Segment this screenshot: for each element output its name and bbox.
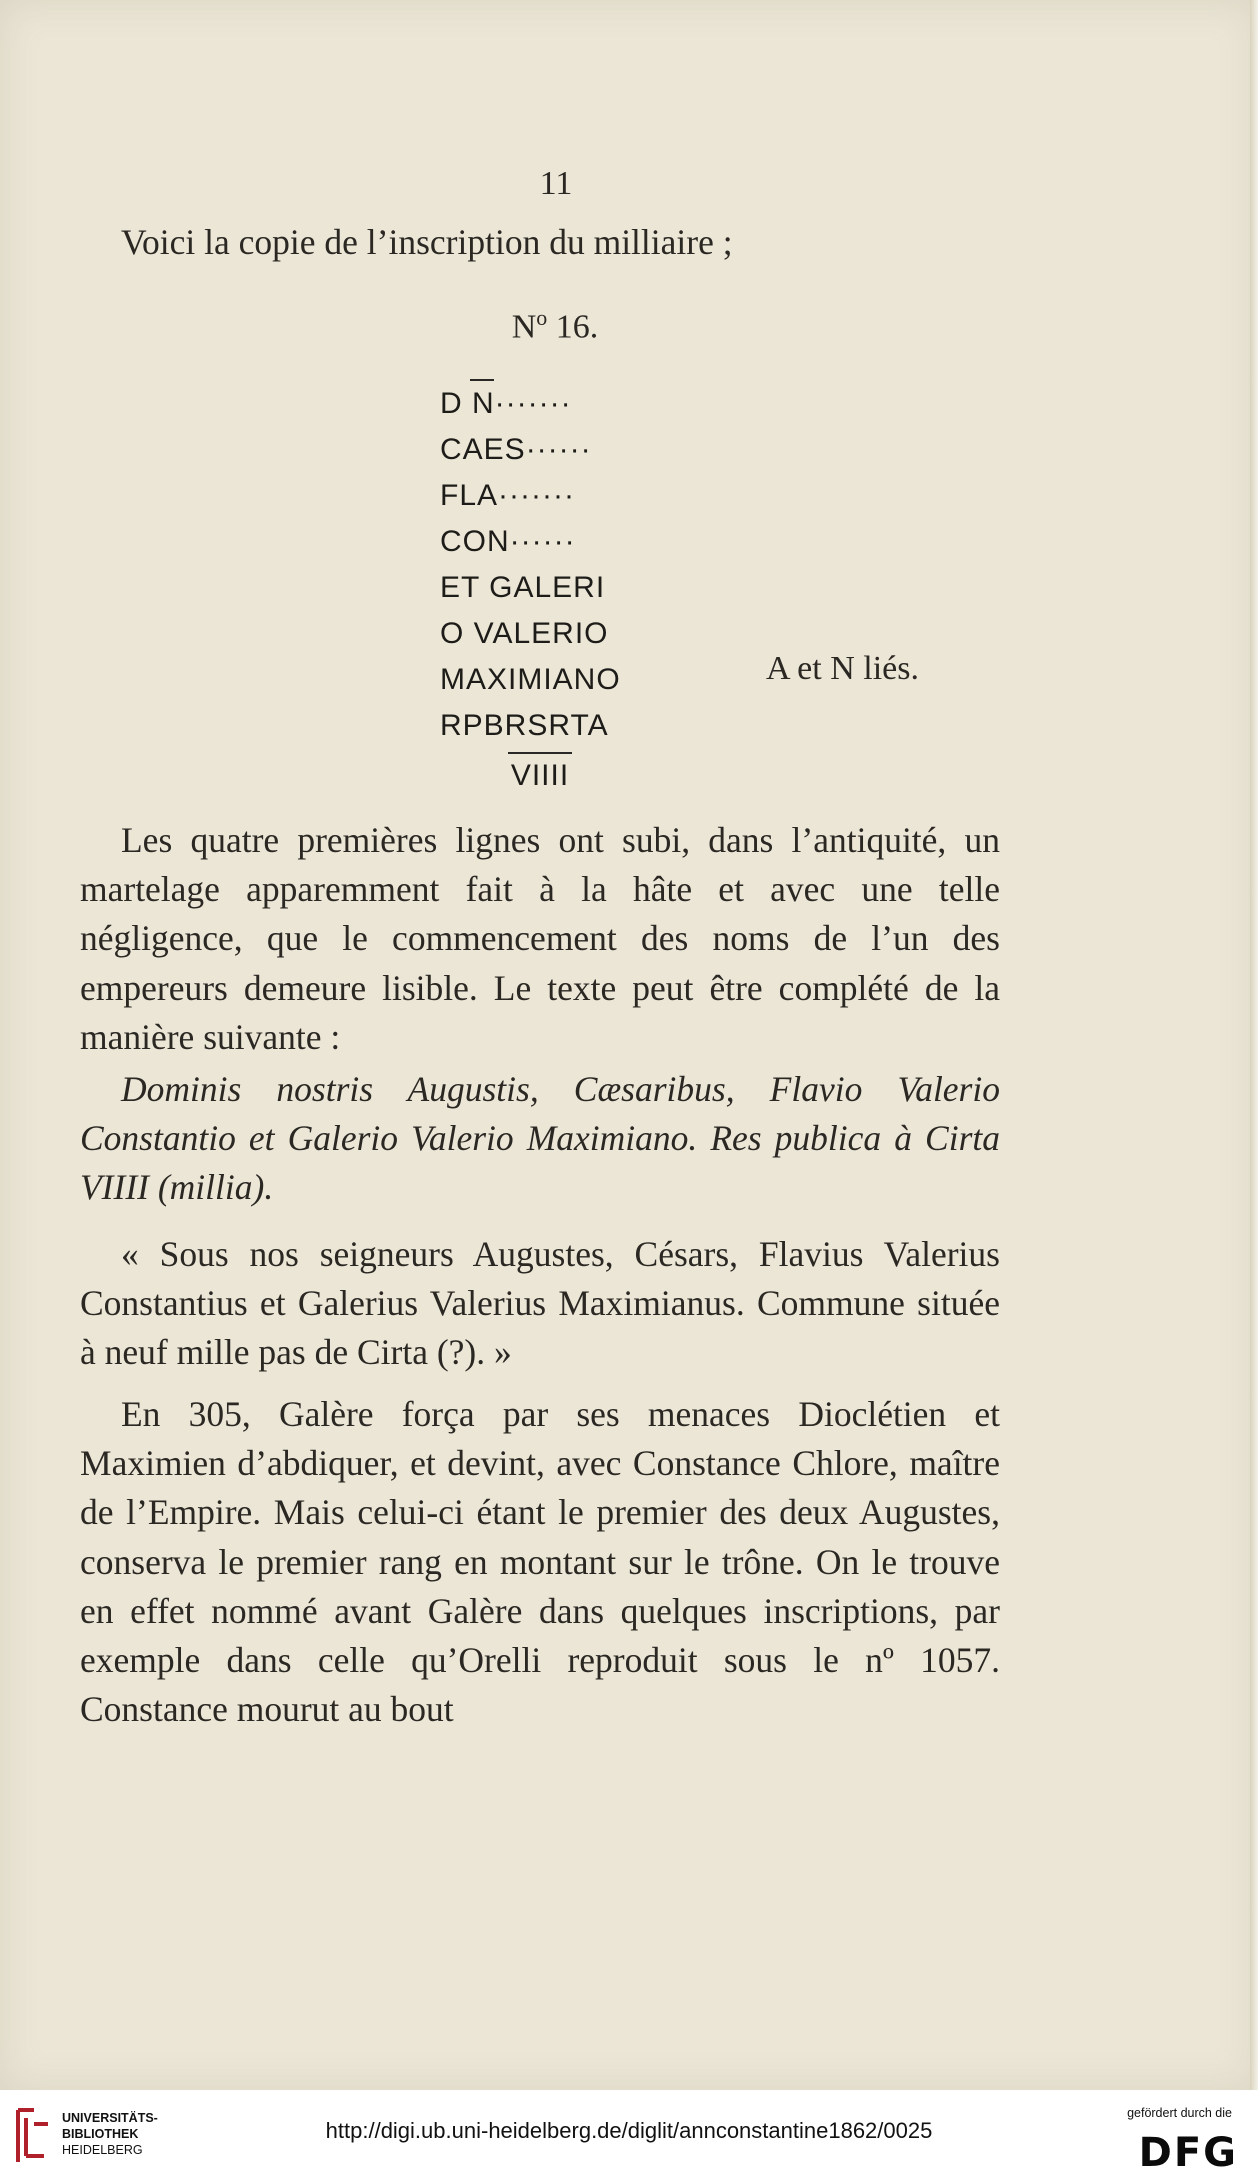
inscription-line: FLA······· [440, 479, 575, 512]
inscription-line: D N······· [440, 387, 572, 420]
paragraph-translation: « Sous nos seigneurs Augustes, Césars, Flavius Valerius Constantius et Galerius Valerius Maximianus. Commune située à neuf mille pas de Cirta (?). » [80, 1234, 1000, 1373]
inscription-label [0, 305, 1110, 346]
inscription-line: CAES······ [440, 433, 592, 466]
paragraph-martelage: Les quatre premières lignes ont subi, dans l’antiquité, un martelage apparemment fait à la hâte et avec une telle négligence, que le commencement des noms de l’un des empereurs demeure lisible. Le texte peut être complété de la manière suivante : [80, 820, 1000, 1057]
label-number: 16. [547, 308, 599, 346]
abbreviation-bar [470, 379, 494, 381]
paragraph-history: En 305, Galère força par ses menaces Dioclétien et Maximien d’abdiquer, et devint, avec Constance Chlore, maître de l’Empire. Mais celui-ci étant le premier des deux Augustes, conserva le premier rang en montant sur le trône. On le trouve en effet nommé avant Galère dans quelques inscriptions, par exemple dans celle qu’Orelli reproduit sous le nº 1057. Constance mourut au bout [80, 1394, 1000, 1730]
library-name-line: UNIVERSITÄTS- [62, 2111, 158, 2125]
inscription-line: MAXIMIANO [440, 663, 621, 696]
inscription-line: RPBRSRTA [440, 709, 609, 742]
inscription-line: ET GALERI [440, 571, 606, 604]
numeral-bar [508, 752, 572, 754]
intro-paragraph: Voici la copie de l’inscription du milliaire ; [121, 222, 733, 262]
paragraph-latin-expansion: Dominis nostris Augustis, Cæsaribus, Flavio Valerio Constantio et Galerio Valerio Maximiano. Res publica à Cirta VIIII (millia). [80, 1069, 1000, 1208]
label-prefix: N [511, 308, 537, 346]
library-name-line: BIBLIOTHEK [62, 2127, 139, 2141]
page-number: 11 [539, 165, 573, 202]
dfg-logo: DFG [1138, 2130, 1238, 2176]
inscription-line: VIIII [510, 759, 570, 792]
library-name-line: HEIDELBERG [62, 2143, 143, 2157]
label-superscript: o [536, 305, 548, 330]
funding-text: gefördert durch die [1127, 2106, 1232, 2120]
page-edge [1250, 0, 1258, 2090]
inscription-line: CON······ [440, 525, 576, 558]
source-url-link[interactable]: http://digi.ub.uni-heidelberg.de/diglit/annconstantine1862/0025 [325, 2118, 933, 2143]
ligature-note: A et N liés. [766, 650, 919, 687]
inscription-line: O VALERIO [440, 617, 609, 650]
footer-bar [0, 2090, 1258, 2181]
